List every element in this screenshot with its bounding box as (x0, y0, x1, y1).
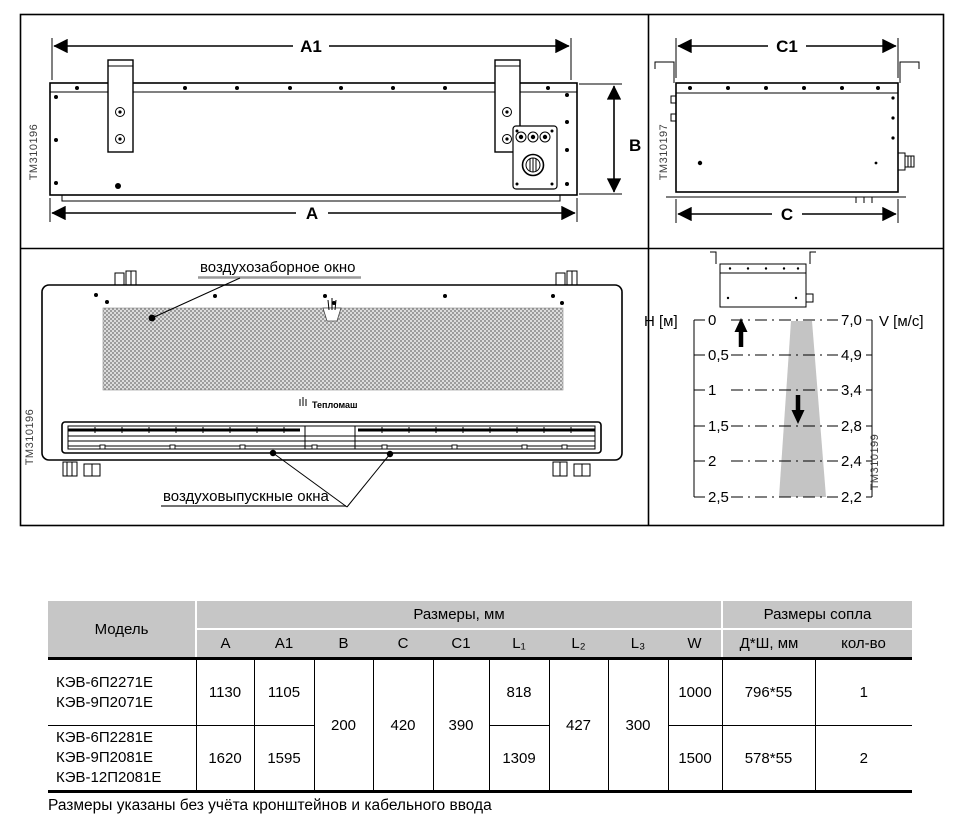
svg-text:0,5: 0,5 (708, 347, 729, 364)
svg-text:7,0: 7,0 (841, 312, 862, 329)
cable-gland-side (898, 153, 914, 170)
intake-label: воздухозаборное окно (200, 259, 356, 276)
cell-l1-2: 1309 (489, 726, 549, 792)
cell-l1-1: 818 (489, 659, 549, 726)
cell-nozzle-size-1: 796*55 (722, 659, 815, 726)
col-c1: C1 (433, 629, 489, 659)
electrical-box (513, 126, 557, 189)
tm-number-chart: TM310199 (869, 433, 881, 491)
ceiling-hooks (655, 62, 919, 83)
front-screw-dots (94, 293, 564, 305)
cell-models-2: КЭВ-6П2281Е КЭВ-9П2081Е КЭВ-12П2081Е (48, 726, 196, 792)
col-l3: L₃ (608, 629, 668, 659)
cell-a-2: 1620 (196, 726, 254, 792)
screw-dots-top (75, 86, 550, 90)
header-group-nozzle: Размеры сопла (722, 601, 912, 629)
dim-label-c: C (780, 205, 794, 224)
svg-text:2: 2 (708, 453, 717, 470)
cell-l2-shared: 427 (549, 659, 608, 792)
height-axis-label: Н [м] (644, 313, 678, 330)
col-nozzle-size: Д*Ш, мм (722, 629, 815, 659)
side-view-drawing (655, 37, 919, 224)
cell-a1-2: 1595 (254, 726, 314, 792)
dimension-c (676, 199, 898, 224)
cell-w-2: 1500 (668, 726, 722, 792)
height-axis (694, 320, 705, 497)
col-nozzle-qty: кол-во (815, 629, 912, 659)
intake-flow-arrow (735, 318, 748, 347)
dimension-a (50, 198, 577, 223)
col-b: B (314, 629, 373, 659)
outlet-label: воздуховыпускные окна (163, 488, 329, 505)
dim-label-c1: C1 (776, 37, 798, 56)
svg-text:2,5: 2,5 (708, 489, 729, 506)
dimension-c1 (676, 37, 898, 78)
col-a: A (196, 629, 254, 659)
header-model: Модель (48, 601, 196, 659)
vent-mark (323, 298, 341, 321)
outlet-callout (161, 450, 393, 507)
front-view-drawing (24, 259, 622, 507)
svg-text:2,4: 2,4 (841, 453, 862, 470)
air-jet-cone (779, 321, 826, 497)
tm-number-rear: TM310196 (28, 123, 40, 181)
cable-gland-large (523, 155, 544, 176)
header-group-dimensions: Размеры, мм (196, 601, 722, 629)
cell-a1-1: 1105 (254, 659, 314, 726)
svg-text:3,4: 3,4 (841, 382, 862, 399)
velocity-axis-label: V [м/с] (879, 313, 924, 330)
cell-c-shared: 420 (373, 659, 433, 792)
dim-label-a: A (305, 204, 319, 223)
tm-number-side: TM310197 (658, 123, 670, 181)
svg-text:1,5: 1,5 (708, 418, 729, 435)
mounting-bracket-left (108, 60, 133, 152)
svg-text:4,9: 4,9 (841, 347, 862, 364)
footnote: Размеры указаны без учёта кронштейнов и кабельного ввода (48, 797, 492, 814)
side-details (671, 96, 895, 165)
col-w: W (668, 629, 722, 659)
dimensions-table (48, 601, 912, 793)
air-outlet-grille (62, 422, 601, 453)
base-line (666, 197, 906, 203)
dimension-b (579, 84, 641, 194)
col-a1: A1 (254, 629, 314, 659)
velocity-tick-labels (841, 312, 862, 506)
cell-c1-shared: 390 (433, 659, 489, 792)
cell-b-shared: 200 (314, 659, 373, 792)
bottom-tray (62, 195, 560, 201)
cell-a-1: 1130 (196, 659, 254, 726)
dim-label-a1: A1 (300, 37, 322, 56)
cell-models-1: КЭВ-6П2271Е КЭВ-9П2071Е (48, 659, 196, 726)
height-tick-labels (708, 312, 729, 506)
cell-l3-shared: 300 (608, 659, 668, 792)
svg-text:1: 1 (708, 382, 717, 399)
chart-unit-icon (710, 252, 816, 307)
cell-nozzle-qty-1: 1 (815, 659, 912, 726)
rear-view-drawing (28, 37, 641, 223)
cell-nozzle-qty-2: 2 (815, 726, 912, 792)
bottom-feet (63, 462, 590, 476)
dim-label-b: B (629, 136, 642, 155)
airflow-chart (644, 252, 924, 506)
cell-nozzle-size-2: 578*55 (722, 726, 815, 792)
col-c: C (373, 629, 433, 659)
cell-w-1: 1000 (668, 659, 722, 726)
svg-text:2,8: 2,8 (841, 418, 862, 435)
brand-text: Тепломаш (312, 400, 358, 410)
table-row (48, 659, 912, 726)
col-l2: L₂ (549, 629, 608, 659)
screw-dots-strip (688, 86, 880, 90)
col-l1: L₁ (489, 629, 549, 659)
tm-number-front: TM310196 (24, 408, 36, 466)
svg-text:0: 0 (708, 312, 717, 329)
brand-logo (300, 397, 358, 410)
svg-text:2,2: 2,2 (841, 489, 862, 506)
